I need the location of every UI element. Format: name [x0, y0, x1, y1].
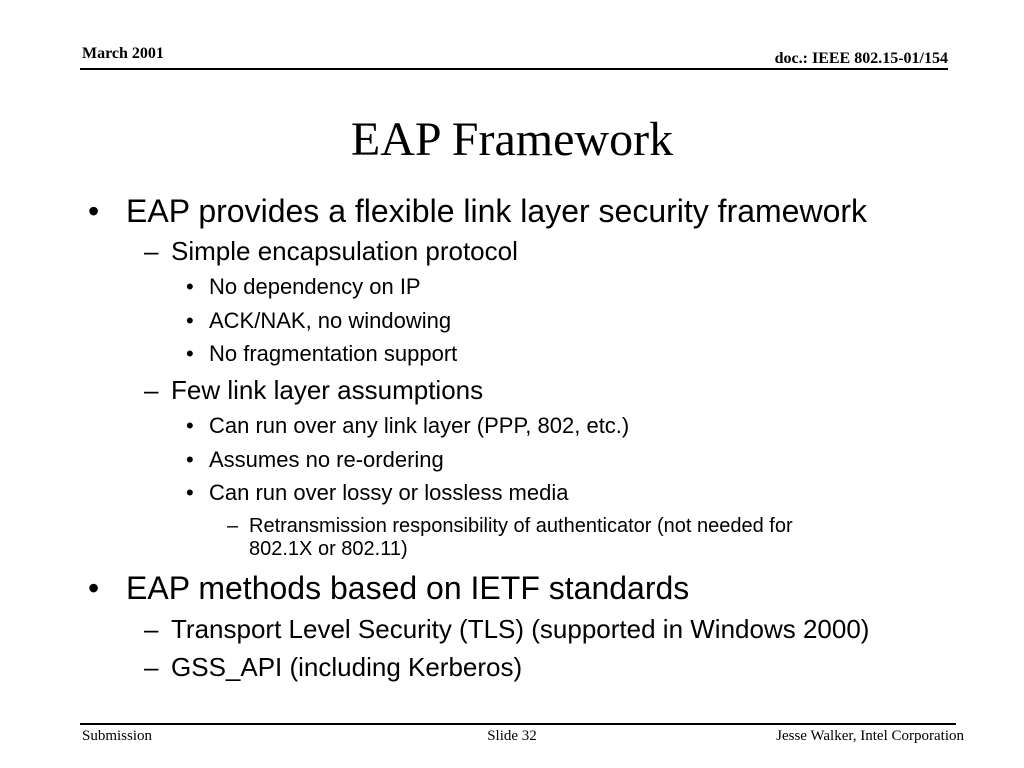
bullet-marker: •	[88, 570, 100, 606]
sub-sub-item-line-2: 802.1X or 802.11)	[249, 538, 408, 560]
sub-bullet-1-1: Simple encapsulation protocol	[171, 236, 518, 266]
footer-submission: Submission	[82, 728, 153, 744]
bullet-marker: •	[186, 274, 194, 299]
sub-sub-item-line-1: Retransmission responsibility of authenticator (not needed for	[249, 515, 793, 537]
header-date: March 2001	[82, 45, 164, 62]
bullet-marker: •	[186, 308, 194, 333]
bullet-1: EAP provides a flexible link layer security framework	[126, 193, 868, 229]
dash-marker: –	[144, 375, 159, 405]
list-item: Can run over any link layer (PPP, 802, etc.)	[209, 413, 630, 438]
dash-marker: –	[144, 614, 159, 644]
sub-bullet-2-2: GSS_API (including Kerberos)	[171, 652, 523, 682]
dash-marker: –	[144, 236, 159, 266]
sub-bullet-1-2: Few link layer assumptions	[171, 375, 484, 405]
bullet-marker: •	[186, 447, 194, 472]
list-item: Can run over lossy or lossless media	[209, 480, 569, 505]
list-item: ACK/NAK, no windowing	[209, 308, 452, 333]
slide-title: EAP Framework	[350, 113, 674, 166]
bullet-2: EAP methods based on IETF standards	[126, 570, 690, 606]
footer-rule	[80, 723, 956, 725]
bullet-marker: •	[88, 193, 100, 229]
bullet-marker: •	[186, 480, 194, 505]
footer-author: Jesse Walker, Intel Corporation	[776, 728, 964, 744]
header-rule	[80, 68, 948, 70]
dash-marker: –	[227, 515, 239, 537]
list-item: Assumes no re-ordering	[209, 447, 444, 472]
bullet-marker: •	[186, 341, 194, 366]
header-doc-id: doc.: IEEE 802.15-01/154	[774, 50, 948, 67]
bullet-marker: •	[186, 413, 194, 438]
sub-bullet-2-1: Transport Level Security (TLS) (supported in Windows 2000)	[171, 614, 870, 644]
footer-slide-number: Slide 32	[487, 728, 537, 744]
list-item: No fragmentation support	[209, 341, 458, 366]
list-item: No dependency on IP	[209, 274, 421, 299]
dash-marker: –	[144, 652, 159, 682]
